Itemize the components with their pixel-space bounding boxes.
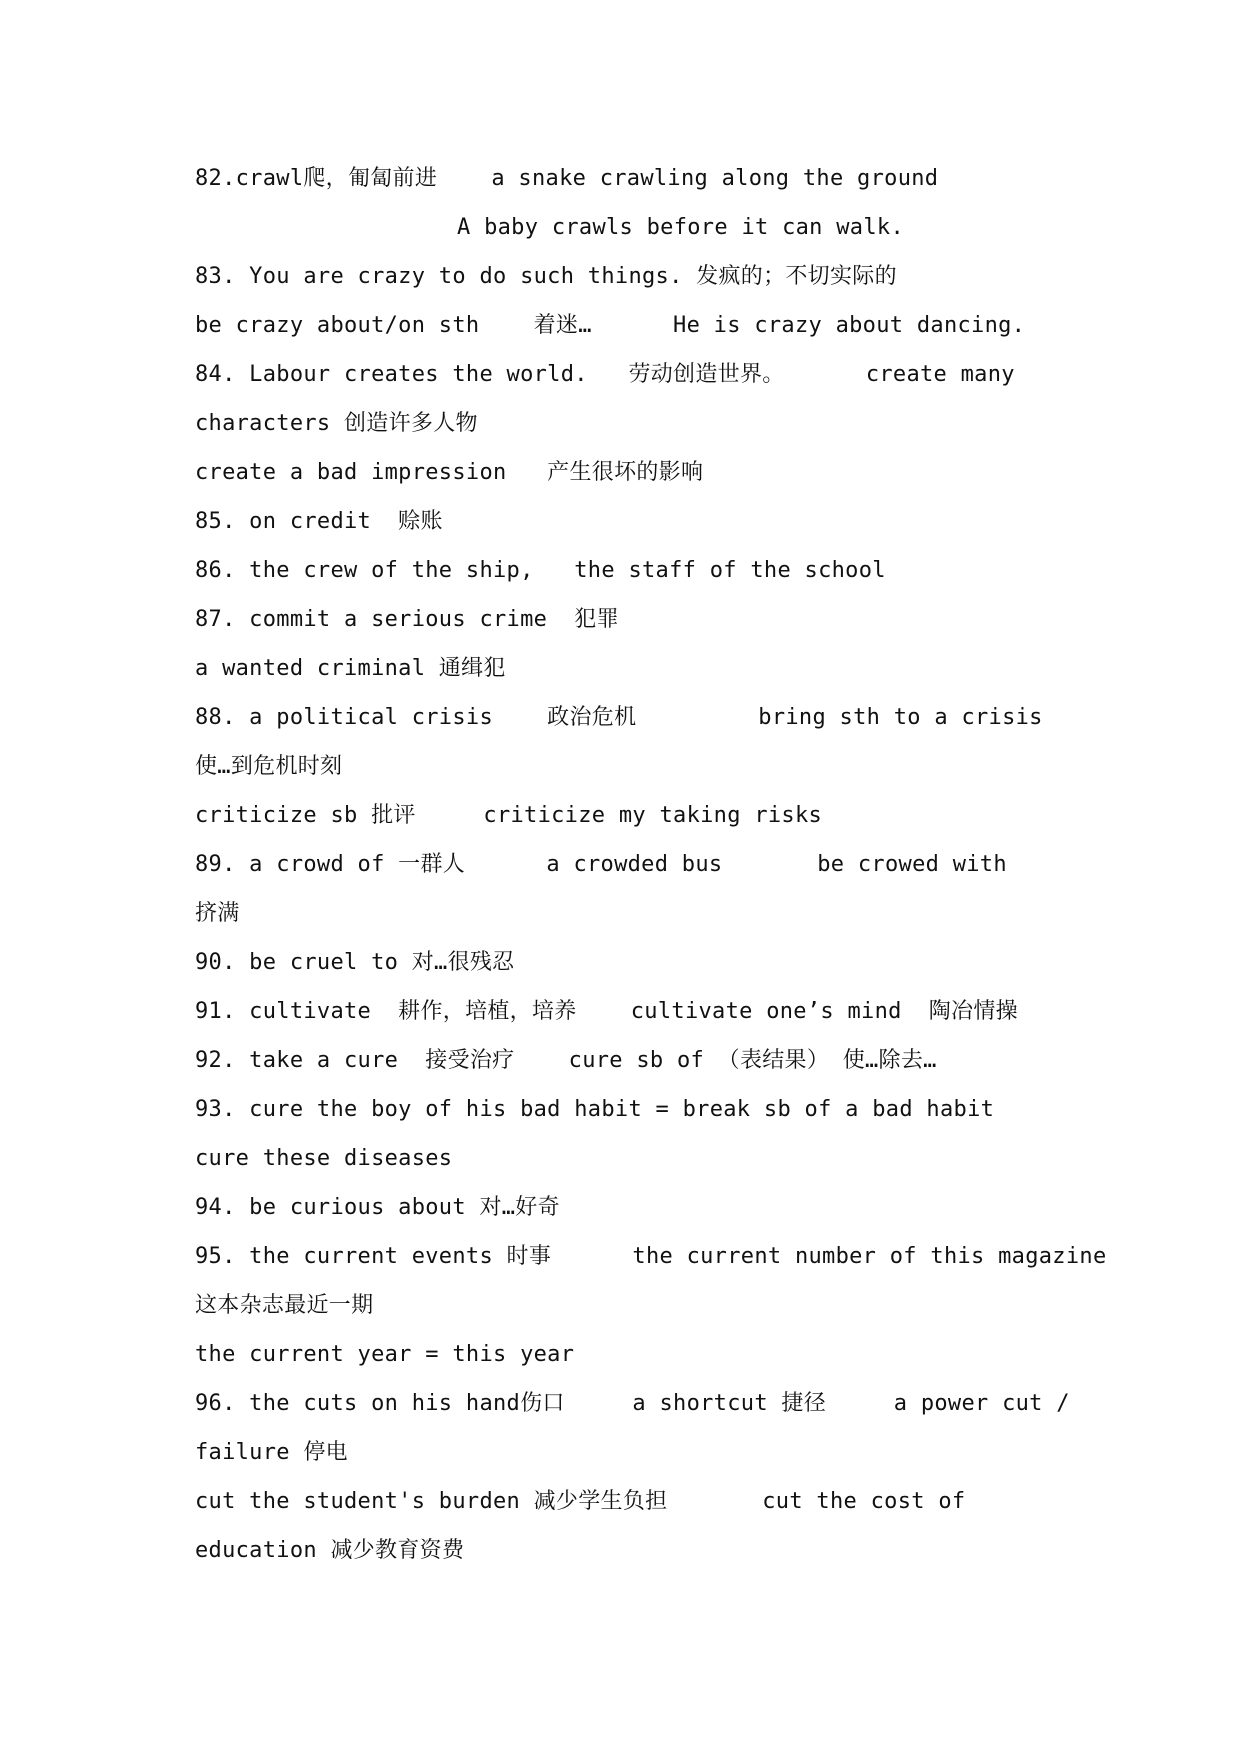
document-line: 88. a political crisis 政治危机 bring sth to a crisis xyxy=(195,705,1043,730)
document-line: characters 创造许多人物 xyxy=(195,411,478,436)
vocabulary-list xyxy=(195,154,1107,1575)
document-line: A baby crawls before it can walk. xyxy=(457,215,904,240)
document-line: be crazy about/on sth 着迷… He is crazy about dancing. xyxy=(195,313,1026,338)
document-line: 86. the crew of the ship, the staff of the school xyxy=(195,558,886,583)
document-line: 85. on credit 赊账 xyxy=(195,509,443,534)
document-line: 95. the current events 时事 the current number of this magazine xyxy=(195,1244,1107,1269)
document-line: 82.crawl爬，匍匐前进 a snake crawling along the ground xyxy=(195,166,939,191)
document-line: 89. a crowd of 一群人 a crowded bus be crowed with xyxy=(195,852,1007,877)
document-line: 使…到危机时刻 xyxy=(195,754,343,779)
document-line: education 减少教育资费 xyxy=(195,1538,465,1563)
document-line: 90. be cruel to 对…很残忍 xyxy=(195,950,515,975)
document-line: 93. cure the boy of his bad habit = break sb of a bad habit xyxy=(195,1097,995,1122)
document-line: failure 停电 xyxy=(195,1440,348,1465)
document-line: cure these diseases xyxy=(195,1146,453,1171)
document-line: criticize sb 批评 criticize my taking risks xyxy=(195,803,823,828)
document-line: 92. take a cure 接受治疗 cure sb of （表结果） 使…除去… xyxy=(195,1048,937,1073)
document-line: 91. cultivate 耕作，培植，培养 cultivate one’s mind 陶冶情操 xyxy=(195,999,1018,1024)
document-line: 87. commit a serious crime 犯罪 xyxy=(195,607,619,632)
document-line: 挤满 xyxy=(195,901,240,926)
document-line: 84. Labour creates the world. 劳动创造世界。 create many xyxy=(195,362,1015,387)
document-line: the current year = this year xyxy=(195,1342,575,1367)
document-line: 94. be curious about 对…好奇 xyxy=(195,1195,560,1220)
document-line: a wanted criminal 通缉犯 xyxy=(195,656,506,681)
document-line: create a bad impression 产生很坏的影响 xyxy=(195,460,704,485)
document-line: 83. You are crazy to do such things. 发疯的；不切实际的 xyxy=(195,264,897,289)
document-line: cut the student's burden 减少学生负担 cut the cost of xyxy=(195,1489,966,1514)
document-line: 这本杂志最近一期 xyxy=(195,1293,374,1318)
document-line: 96. the cuts on his hand伤口 a shortcut 捷径 a power cut / xyxy=(195,1391,1070,1416)
